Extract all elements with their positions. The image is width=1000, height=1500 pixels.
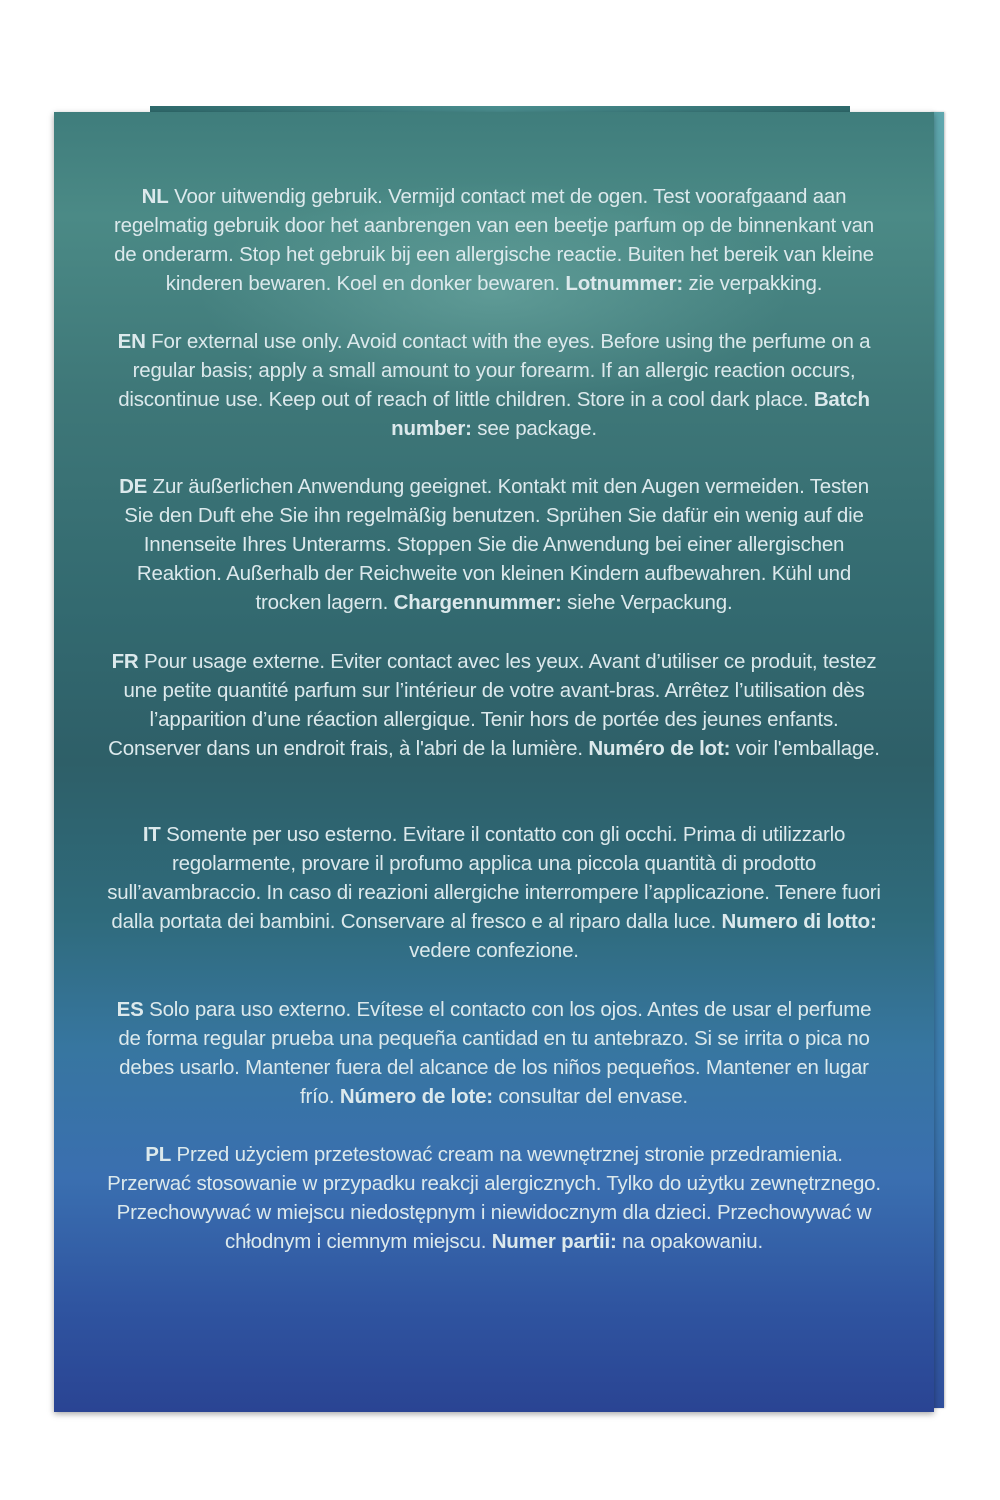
- warning-text: Przed użyciem przetestować cream na wewnętrznej stronie przedramienia. Przerwać stosowanie w przypadku reakcji alergicznych. Tylko do użytku zewnętrznego. Przechowywać w miejscu niedostępnym i niewidocznym dla dzieci. Przechowywać w chłodnym i ciemnym miejscu.: [107, 1143, 881, 1253]
- batch-text: voir l'emballage.: [730, 737, 880, 760]
- batch-text: na opakowaniu.: [616, 1230, 763, 1253]
- warning-it: [104, 820, 884, 965]
- warning-fr: [104, 647, 884, 763]
- warning-pl: [104, 1140, 884, 1256]
- batch-text: vedere confezione.: [409, 939, 579, 962]
- batch-label: Numer partii:: [491, 1230, 617, 1253]
- warning-text: Zur äußerlichen Anwendung geeignet. Kontakt mit den Augen vermeiden. Testen Sie den Duft ehe Sie ihn regelmäßig benutzen. Sprühen Sie dafür ein wenig auf die Innenseite Ihres Unterarms. Stoppen Sie die Anwendung bei einer allergischen Reaktion. Außerhalb der Reichweite von kleinen Kindern aufbewahren. Kühl und trocken lagern.: [124, 475, 869, 614]
- lang-code: FR: [111, 650, 139, 673]
- warning-text: Solo para uso externo. Evítese el contacto con los ojos. Antes de usar el perfume de forma regular prueba una pequeña cantidad en tu antebrazo. Si se irrita o pica no debes usarlo. Mantener fuera del alcance de los niños pequeños. Mantener en lugar frío.: [118, 998, 872, 1108]
- lang-code: PL: [145, 1143, 172, 1166]
- warning-en: [104, 327, 884, 443]
- lang-code: DE: [119, 475, 148, 498]
- warning-de: [104, 472, 884, 617]
- warning-es: [104, 995, 884, 1111]
- batch-label: Numéro de lot:: [588, 737, 731, 760]
- batch-text: see package.: [471, 417, 597, 440]
- batch-label: Número de lote:: [339, 1085, 493, 1108]
- lang-code: ES: [116, 998, 144, 1021]
- batch-label: Lotnummer:: [565, 272, 683, 295]
- warning-text: Somente per uso esterno. Evitare il contatto con gli occhi. Prima di utilizzarlo regolarmente, provare il profumo applica una piccola quantità di prodotto sull’avambraccio. In caso di reazioni allergiche interrompere l’applicazione. Tenere fuori dalla portata dei bambini. Conservare al fresco e al riparo dalla luce.: [107, 823, 881, 933]
- warning-text: Voor uitwendig gebruik. Vermijd contact met de ogen. Test voorafgaand aan regelmatig gebruik door het aanbrengen van een beetje parfum op de binnenkant van de onderarm. Stop het gebruik bij een allergische reactie. Buiten het bereik van kleine kinderen bewaren. Koel en donker bewaren.: [114, 185, 874, 295]
- batch-label: Chargennummer:: [393, 591, 562, 614]
- batch-label: Batch number:: [391, 388, 870, 440]
- batch-label: Numero di lotto:: [721, 910, 877, 933]
- batch-text: consultar del envase.: [492, 1085, 688, 1108]
- warning-text: For external use only. Avoid contact with the eyes. Before using the perfume on a regular basis; apply a small amount to your forearm. If an allergic reaction occurs, discontinue use. Keep out of reach of little children. Store in a cool dark place.: [118, 330, 871, 411]
- lang-code: EN: [117, 330, 146, 353]
- batch-text: siehe Verpackung.: [561, 591, 733, 614]
- lang-code: IT: [142, 823, 161, 846]
- warning-nl: [104, 182, 884, 298]
- batch-text: zie verpakking.: [682, 272, 823, 295]
- warning-text: Pour usage externe. Eviter contact avec les yeux. Avant d’utiliser ce produit, testez une petite quantité parfum sur l’intérieur de votre avant-bras. Arrêtez l’utilisation dès l’apparition d’une réaction allergique. Tenir hors de portée des jeunes enfants. Conserver dans un endroit frais, à l'abri de la lumière.: [108, 650, 877, 760]
- box-back-panel: [54, 112, 934, 1412]
- lang-code: NL: [141, 185, 169, 208]
